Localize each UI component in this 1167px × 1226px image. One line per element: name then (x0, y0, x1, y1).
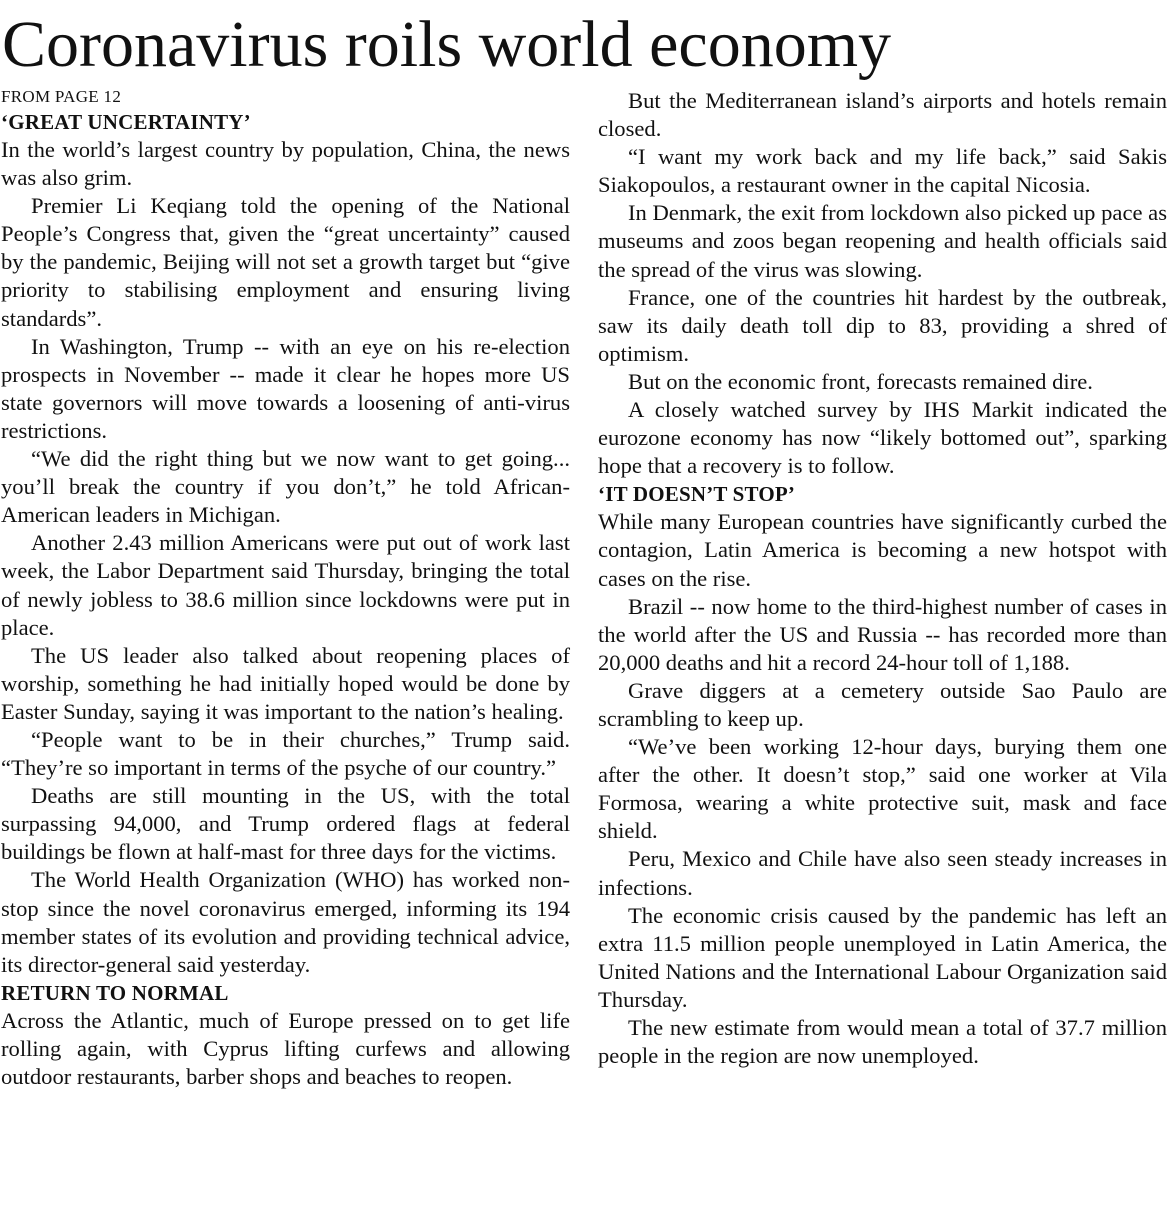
article-paragraph: But the Mediterranean island’s airports and hotels remain closed. (598, 88, 1167, 142)
article-paragraph: “I want my work back and my life back,” said Sakis Siakopoulos, a restaurant owner in the capital Nicosia. (598, 144, 1167, 198)
article-paragraph: But on the economic front, forecasts remained dire. (628, 368, 1093, 394)
article-paragraph: In Denmark, the exit from lockdown also picked up pace as museums and zoos began reopening and health officials said the spread of the virus was slowing. (598, 200, 1167, 282)
article-paragraph: “We did the right thing but we now want to get going... you’ll break the country if you don’t,” he told African-American leaders in Michigan. (1, 446, 570, 528)
left-column (1, 86, 570, 1091)
article-paragraph: A closely watched survey by IHS Markit indicated the eurozone economy has now “likely bottomed out”, sparking hope that a recovery is to follow. (598, 397, 1167, 479)
dateline: FROM PAGE 12 (1, 87, 122, 106)
article-paragraph: Premier Li Keqiang told the opening of the National People’s Congress that, given the “great uncertainty” caused by the pandemic, Beijing will not set a growth target but “give priority to stabilising employment and ensuring living standards”. (1, 193, 570, 331)
section-subhead: ‘GREAT UNCERTAINTY’ (1, 110, 251, 134)
article-paragraph: Grave diggers at a cemetery outside Sao Paulo are scrambling to keep up. (598, 677, 1167, 731)
right-column-body (598, 87, 1167, 1070)
left-column-body (1, 108, 570, 1091)
article-paragraph: The new estimate from would mean a total of 37.7 million people in the region are now unemployed. (598, 1015, 1167, 1069)
article-paragraph: France, one of the countries hit hardest by the outbreak, saw its daily death toll dip to 83, providing a shred of optimism. (598, 284, 1167, 366)
right-column (598, 87, 1167, 1070)
article-paragraph: “We’ve been working 12-hour days, burying them one after the other. It doesn’t stop,” said one worker at Vila Formosa, wearing a white protective suit, mask and face shield. (598, 734, 1167, 844)
section-subhead: RETURN TO NORMAL (1, 980, 229, 1005)
headline: Coronavirus roils world economy (2, 8, 892, 81)
article-paragraph: While many European countries have significantly curbed the contagion, Latin America is becoming a new hotspot with cases on the rise. (598, 509, 1167, 591)
article-paragraph: Across the Atlantic, much of Europe pressed on to get life rolling again, with Cyprus lifting curfews and allowing outdoor restaurants, barber shops and beaches to reopen. (1, 1007, 570, 1089)
article-paragraph: Brazil -- now home to the third-highest number of cases in the world after the US and Russia -- has recorded more than 20,000 deaths and hit a record 24-hour toll of 1,188. (598, 593, 1167, 675)
article-paragraph: In Washington, Trump -- with an eye on his re-election prospects in November -- made it clear he hopes more US state governors will move towards a loosening of anti-virus restrictions. (1, 333, 570, 443)
article-paragraph: “People want to be in their churches,” Trump said. “They’re so important in terms of the psyche of our country.” (1, 726, 570, 781)
article-paragraph: Another 2.43 million Americans were put out of work last week, the Labor Department said Thursday, bringing the total of newly jobless to 38.6 million since lockdowns were put in place. (1, 530, 570, 640)
article-paragraph: The US leader also talked about reopening places of worship, something he had initially hoped would be done by Easter Sunday, saying it was important to the nation’s healing. (1, 642, 570, 724)
section-subhead: ‘IT DOESN’T STOP’ (598, 482, 796, 507)
article-paragraph: Peru, Mexico and Chile have also seen steady increases in infections. (598, 846, 1167, 900)
article-paragraph: The economic crisis caused by the pandemic has left an extra 11.5 million people unemployed in Latin America, the United Nations and the International Labour Organization said Thursday. (598, 902, 1167, 1012)
article-paragraph: In the world’s largest country by population, China, the news was also grim. (1, 137, 570, 191)
article-paragraph: Deaths are still mounting in the US, with the total surpassing 94,000, and Trump ordered flags at federal buildings be flown at half-mast for three days for the victims. (1, 783, 570, 865)
article-paragraph: The World Health Organization (WHO) has worked non-stop since the novel coronavirus emerged, informing its 194 member states of its evolution and providing technical advice, its director-general said yesterday. (1, 867, 570, 977)
